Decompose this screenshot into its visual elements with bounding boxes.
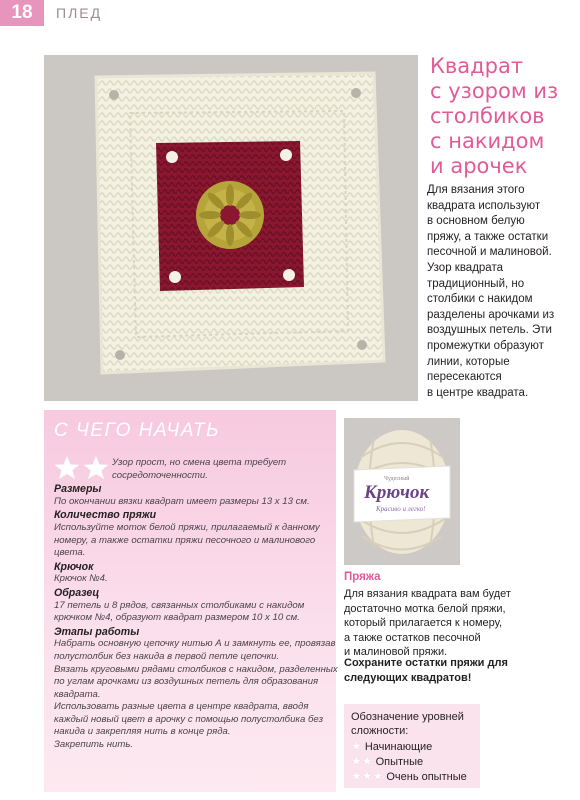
section-line: Набрать основную цепочку нитью А и замкнуть ее, провязав (54, 638, 336, 650)
section-line: Используйте моток белой пряжи, прилагаемый к данному (54, 521, 320, 533)
legend-row-very-experienced (351, 769, 467, 783)
panel-body (54, 457, 338, 752)
section-line: номеру, а также остатки пряжи песочного и малинового (54, 534, 316, 546)
yarn-line: а также остатков песочной (344, 631, 481, 644)
page-number: 18 (0, 0, 44, 26)
section-line: накида и закрепляя нить в конце ряда. (54, 726, 231, 738)
intro-line: пряжу, а также остатки (427, 230, 549, 243)
difficulty-legend (344, 704, 480, 788)
section-line: По окончании вязки квадрат имеет размеры 13 x 13 см. (54, 495, 310, 507)
legend-label: Начинающие (364, 741, 433, 753)
section-heading-size: Размеры (54, 483, 102, 496)
headline-line: с накидом (430, 129, 545, 153)
section-heading-gauge: Образец (54, 586, 100, 599)
article-headline (430, 54, 575, 179)
yarn-line: достаточно мотка белой пряжи, (344, 602, 506, 615)
intro-line: в центре квадрата. (427, 386, 529, 399)
intro-line: в основном белую (427, 215, 525, 228)
section-line: каждый новый цвет в арочку с помощью полустолбика без (54, 713, 324, 725)
headline-line: и арочек (430, 154, 528, 178)
section-line: цвета. (54, 547, 86, 559)
difficulty-text: сосредоточенности. (112, 469, 208, 481)
section-heading-yarn-amount: Количество пряжи (54, 509, 157, 522)
granny-square-photo (44, 55, 418, 401)
legend-title-line: сложности: (351, 725, 409, 737)
legend-title-line: Обозначение уровней (351, 711, 464, 723)
section-line: Закрепить нить. (54, 739, 134, 751)
star-icon: ★★ (351, 754, 373, 768)
intro-line: квадрата используют (427, 199, 541, 212)
yarn-line: и малиновой пряжи. (344, 646, 448, 659)
panel-title: С ЧЕГО НАЧАТЬ (54, 420, 220, 441)
section-line: Крючок №4. (54, 573, 108, 585)
yarn-heading: Пряжа (344, 571, 381, 583)
legend-label: Очень опытные (386, 771, 467, 783)
section-line: квадрата. (54, 688, 101, 700)
intro-line: Узор квадрата (427, 261, 503, 274)
legend-row-experienced (351, 754, 423, 768)
section-heading-steps: Этапы работы (54, 625, 140, 638)
section-line: 17 петель и 8 рядов, связанных столбиками с накидом (54, 599, 305, 611)
section-heading-hook: Крючок (54, 560, 94, 573)
star-icon: ★ (351, 739, 362, 753)
yarn-label-small: Чудесный (384, 476, 410, 482)
yarn-line: Для вязания квадрата вам будет (344, 588, 511, 600)
instructions-panel (44, 410, 336, 792)
yarn-note (344, 656, 576, 685)
section-line: крючком №4, образуют квадрат размером 10 x 10 см. (54, 612, 300, 624)
section-title: ПЛЕД (56, 5, 103, 21)
headline-line: с узором из (430, 79, 559, 103)
yarn-label-brand: Крючок (364, 482, 430, 503)
difficulty-text: Узор прост, но смена цвета требует (112, 457, 287, 468)
intro-line: воздушных петель. Эти (427, 324, 552, 337)
yarn-line: который прилагается к номеру, (344, 617, 503, 630)
yarn-ball-photo (344, 418, 460, 565)
yarn-note-line: следующих квадратов! (344, 671, 472, 684)
intro-paragraph (427, 183, 577, 401)
legend-label: Опытные (375, 756, 424, 768)
headline-line: Квадрат (430, 54, 524, 78)
star-icon: ★★★ (351, 769, 384, 783)
legend-row-beginner (351, 739, 432, 753)
yarn-description (344, 587, 576, 660)
section-line: полустолбик без накида в первой петле цепочки. (54, 650, 280, 662)
intro-line: песочной и малиновой. (427, 246, 552, 259)
yarn-note-line: Сохраните остатки пряжи для (344, 657, 508, 669)
intro-line: традиционный, но (427, 277, 525, 290)
intro-line: столбики с накидом (427, 293, 533, 306)
intro-line: промежутки образуют (427, 339, 544, 352)
intro-line: линии, которые (427, 355, 510, 368)
section-line: Вязать круговыми рядами столбиков с накидом, разделенных (54, 663, 338, 675)
intro-line: Для вязания этого (427, 184, 525, 196)
section-line: Использовать разные цвета в центре квадрата, вводя (54, 701, 309, 713)
section-line: по углам арочками из воздушных петель для образования (54, 676, 319, 688)
yarn-label-slogan: Красиво и легко! (376, 505, 426, 513)
intro-line: разделены арочками из (427, 308, 555, 321)
legend-title (351, 710, 464, 738)
headline-line: столбиков (430, 104, 545, 128)
intro-line: пересекаются (427, 371, 502, 384)
